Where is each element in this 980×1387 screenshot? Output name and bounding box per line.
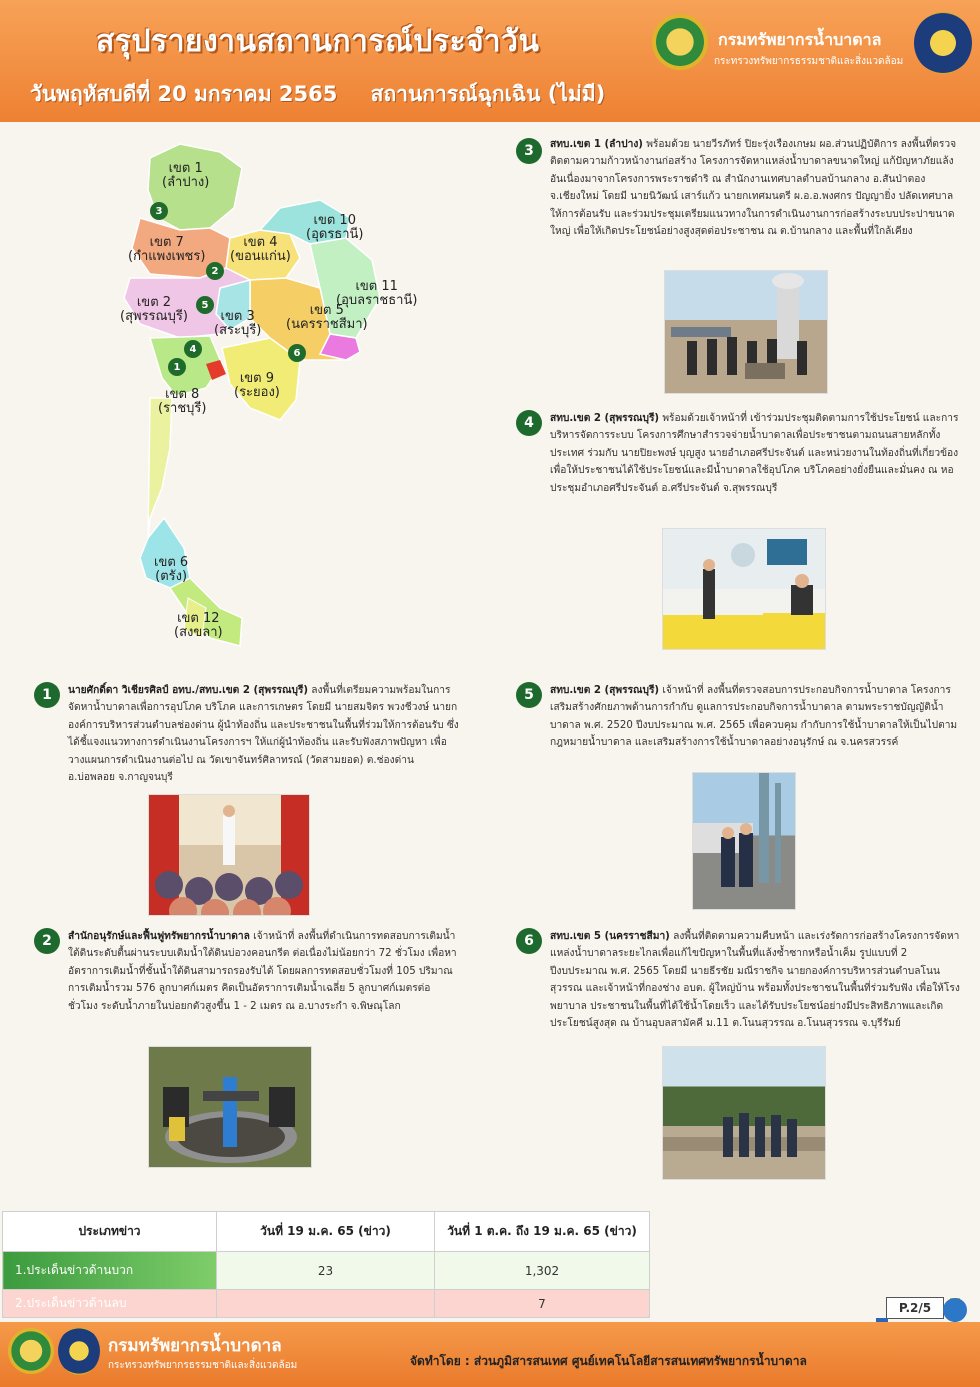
article-6-photo bbox=[662, 1046, 826, 1180]
site-inspection-illustration bbox=[693, 773, 796, 910]
item-number-badge: 3 bbox=[516, 138, 542, 164]
zone-label-1: เขต 1 (ลำปาง) bbox=[162, 161, 210, 191]
positive-total-count: 1,302 bbox=[435, 1252, 650, 1290]
article-6-text: สทบ.เขต 5 (นครราชสีมา) ลงพื้นที่ติดตามความคืบหน้า และเร่งรัดการก่อสร้างโครงการจัดหาแหล่งน้ำบาดาลระยะไกลเพื่อแก้ไขปัญหาในพื้นที่แล้งซ้ำซากหรือน้ำเค็ม รูปแบบที่ 2 ปีงบประมาณ พ.ศ. 2565 โดยมี นายธีรชัย มณีราชกิจ นายกองค์การบริหารส่วนตำบลโนนสุวรรณ และเจ้าหน้าที่กองช่าง อบต. ผู้ใหญ่บ้าน พร้อมทั้งประชาชนในพื้นที่ร่วมรับฟัง เพื่อให้โรงพยาบาล ประชาชนในพื้นที่ได้ใช้น้ำโดยเร็ว และได้รับประโยชน์อย่างมีประสิทธิภาพและเกิดประโยชน์สูงสุด ณ บ้านอุบลสามัคคี ม.11 ต.โนนสุวรรณ อ.โนนสุวรรณ จ.บุรีรัมย์ bbox=[550, 931, 960, 1030]
table-row bbox=[3, 1290, 650, 1318]
column-header: วันที่ 1 ต.ค. ถึง 19 ม.ค. 65 (ข่าว) bbox=[435, 1212, 650, 1252]
ministry-seal-icon bbox=[58, 1327, 100, 1375]
zone-label-2: เขต 2 (สุพรรณบุรี) bbox=[120, 295, 188, 325]
page-number: P.2/5 bbox=[886, 1297, 944, 1319]
emergency-status: สถานการณ์ฉุกเฉิน (ไม่มี) bbox=[370, 82, 606, 106]
zone-label-6: เขต 6 (ตรัง) bbox=[154, 555, 189, 585]
article-1-photo bbox=[148, 794, 310, 916]
footer-banner bbox=[0, 1322, 980, 1387]
department-seal-icon bbox=[8, 1328, 54, 1374]
footer-ministry-name: กระทรวงทรัพยากรธรรมชาติและสิ่งแวดล้อม bbox=[108, 1360, 298, 1371]
construction-site-illustration bbox=[663, 1047, 826, 1180]
article-1-text: นายศักดิ์ดา วิเชียรศิลป์ อทบ./สทบ.เขต 2 (สุพรรณบุรี) ลงพื้นที่เตรียมความพร้อมในการจัดหาน้ำบาดาลเพื่อการอุปโภค บริโภค และการเกษตร โดยมี นายสมจิตร พวงชีวงษ์ นายกองค์การบริหารส่วนตำบลช่องด่าน ผู้นำท้องถิ่น และประชาชนในพื้นที่ร่วมให้การต้อนรับ ซึ่งได้ชี้แจงแนวทางการดำเนินงานโครงการฯ ให้แก่ผู้นำท้องถิ่น และรับฟังสภาพปัญหา เพื่อวางแผนการดำเนินงานต่อไป ณ วัดเขาจันทร์ศิลาทรณ์ (วัดสามยอด) ต.ช่องด่าน อ.บ่อพลอย จ.กาญจนบุรี bbox=[68, 685, 459, 784]
zone-label-12: เขต 12 (สงขลา) bbox=[174, 611, 223, 641]
zone-label-5: เขต 5 (นครราชสีมา) bbox=[286, 303, 368, 333]
table-row bbox=[3, 1252, 650, 1290]
negative-day-count bbox=[217, 1290, 435, 1318]
thailand-zone-map bbox=[110, 138, 418, 658]
column-header: ประเภทข่าว bbox=[3, 1212, 217, 1252]
recharge-well-illustration bbox=[149, 1047, 312, 1168]
article-5-text: สทบ.เขต 2 (สุพรรณบุรี) เจ้าหน้าที่ ลงพื้นที่ตรวจสอบการประกอบกิจการน้ำบาดาล โครงการเสริมสร้างศักยภาพด้านการกำกับ ดูแลการประกอบกิจการน้ำบาดาล ตามพระราชบัญญัติน้ำบาดาล พ.ศ. 2520 ปีงบประมาณ พ.ศ. 2565 เพื่อควบคุม กำกับการใช้น้ำบาดาลให้เป็นไปตามกฎหมายน้ำบาดาล และเสริมสร้างการใช้น้ำบาดาลอย่างอนุรักษ์ ณ จ.นครสวรรค์ bbox=[550, 685, 958, 749]
page-title: สรุปรายงานสถานการณ์ประจำวัน bbox=[96, 24, 540, 59]
table-header-row bbox=[3, 1212, 650, 1252]
temple-meeting-illustration bbox=[149, 795, 310, 916]
ministry-seal-icon bbox=[914, 12, 972, 74]
prepared-by bbox=[410, 1352, 807, 1371]
item-number-badge: 2 bbox=[34, 928, 60, 954]
map-marker: 1 bbox=[168, 358, 186, 376]
article-3-text: สทบ.เขต 1 (ลำปาง) พร้อมด้วย นายวีรภัทร์ ปิยะรุ่งเรืองเกษม ผอ.ส่วนปฏิบัติการ ลงพื้นที่ตรวจติดตามความก้าวหน้างานก่อสร้าง โครงการจัดหาแหล่งน้ำบาดาลขนาดใหญ่ แก้ปัญหาภัยแล้งอันเนื่องมาจากโครงการพระราชดำริ ณ สำนักงานเทศบาลตำบลบ้านกลาง อ.สันป่าตอง จ.เชียงใหม่ โดยมี นายนิวัฒน์ เสาร์แก้ว นายกเทศมนตรี ผ.อ.อ.พงศกร ปัญญายิ่ง ปลัดเทศบาล ให้การต้อนรับ และร่วมประชุมเตรียมแนวทางในการดำเนินงานการก่อสร้างระบบประปาขนาดใหญ่ เพื่อให้เกิดประโยชน์อย่างสูงสุดต่อประชาชน ณ ต.บ้านกลาง และพื้นที่ใกล้เคียง bbox=[550, 139, 957, 238]
zone-label-9: เขต 9 (ระยอง) bbox=[234, 371, 280, 401]
prepared-by-value: ส่วนภูมิสารสนเทศ ศูนย์เทคโนโลยีสารสนเทศทรัพยากรน้ำบาดาล bbox=[473, 1354, 807, 1368]
negative-news-label: 2.ประเด็นข่าวด้านลบ bbox=[3, 1290, 217, 1318]
map-marker: 2 bbox=[206, 262, 224, 280]
news-stats-table bbox=[2, 1211, 650, 1318]
positive-day-count: 23 bbox=[217, 1252, 435, 1290]
column-header: วันที่ 19 ม.ค. 65 (ข่าว) bbox=[217, 1212, 435, 1252]
article-4-photo bbox=[662, 528, 826, 650]
negative-total-count: 7 bbox=[435, 1290, 650, 1318]
item-number-badge: 4 bbox=[516, 410, 542, 436]
meeting-room-illustration bbox=[663, 529, 826, 650]
article-2-text: สำนักอนุรักษ์และฟื้นฟูทรัพยากรน้ำบาดาล เจ้าหน้าที่ ลงพื้นที่ดำเนินการทดสอบการเติมน้ำใต้ดินระดับตื้นผ่านระบบเติมน้ำใต้ดินบ่อวงคอนกรีต ต่อเนื่องไม่น้อยกว่า 72 ชั่วโมง เพื่อหาอัตราการเติมน้ำที่ชั้นน้ำใต้ดินสามารถรองรับได้ โดยผลการทดสอบชั่วโมงที่ 105 ปริมาณการเติมน้ำรวม 576 ลูกบาศก์เมตร คิดเป็นอัตราการเติมน้ำเฉลี่ย 5 ลูกบาศก์เมตรต่อชั่วโมง ระดับน้ำภายในบ่อยกตัวสูงขึ้น 1 - 2 เมตร ณ อ.บางระกำ จ.พิษณุโลก bbox=[68, 931, 457, 1012]
report-date: วันพฤหัสบดีที่ 20 มกราคม 2565 bbox=[30, 82, 338, 106]
zone-label-7: เขต 7 (กำแพงเพชร) bbox=[128, 235, 206, 265]
zone-label-8: เขต 8 (ราชบุรี) bbox=[158, 387, 207, 417]
article-3-photo bbox=[664, 270, 828, 394]
prepared-by-label: จัดทำโดย : bbox=[410, 1354, 474, 1368]
article-4-text: สทบ.เขต 2 (สุพรรณบุรี) พร้อมด้วยเจ้าหน้าที่ เข้าร่วมประชุมติดตามการใช้ประโยชน์ และการบริหารจัดการระบบ โครงการศึกษาสำรวจจ่ายน้ำบาดาลเพื่อประชาชนตามถนนสายหลักทั้งประเทศ ร่วมกับ นายปิยะพงษ์ บุญสูง นายอำเภอศรีประจันต์ และหน่วยงานในท้องถิ่นที่เกี่ยวข้อง เพื่อให้ประชาชนได้ใช้ประโยชน์และมีน้ำบาดาลใช้อุปโภค บริโภคอย่างยั่งยืนและมั่นคง ณ หอประชุมอำเภอศรีประจันต์ อ.ศรีประจันต์ จ.สุพรรณบุรี bbox=[550, 413, 959, 494]
map-marker: 3 bbox=[150, 202, 168, 220]
zone-label-3: เขต 3 (สระบุรี) bbox=[214, 309, 262, 339]
item-number-badge: 5 bbox=[516, 682, 542, 708]
ministry-name: กระทรวงทรัพยากรธรรมชาติและสิ่งแวดล้อม bbox=[714, 56, 904, 67]
zone-label-4: เขต 4 (ขอนแก่น) bbox=[230, 235, 291, 265]
org-name: กรมทรัพยากรน้ำบาดาล bbox=[718, 30, 882, 49]
footer-org-name: กรมทรัพยากรน้ำบาดาล bbox=[108, 1336, 282, 1356]
zone-label-10: เขต 10 (อุดรธานี) bbox=[306, 213, 364, 243]
header-banner bbox=[0, 0, 980, 122]
item-number-badge: 1 bbox=[34, 682, 60, 708]
department-seal-icon bbox=[652, 14, 708, 70]
article-2-photo bbox=[148, 1046, 312, 1168]
item-number-badge: 6 bbox=[516, 928, 542, 954]
zone-label-11: เขต 11 (อุบลราชธานี) bbox=[336, 279, 418, 309]
article-5-photo bbox=[692, 772, 796, 910]
report-date-line bbox=[30, 78, 605, 111]
positive-news-label: 1.ประเด็นข่าวด้านบวก bbox=[3, 1252, 217, 1290]
meeting-site-illustration bbox=[665, 271, 828, 394]
map-marker: 4 bbox=[184, 340, 202, 358]
map-marker: 6 bbox=[288, 344, 306, 362]
map-marker: 5 bbox=[196, 296, 214, 314]
